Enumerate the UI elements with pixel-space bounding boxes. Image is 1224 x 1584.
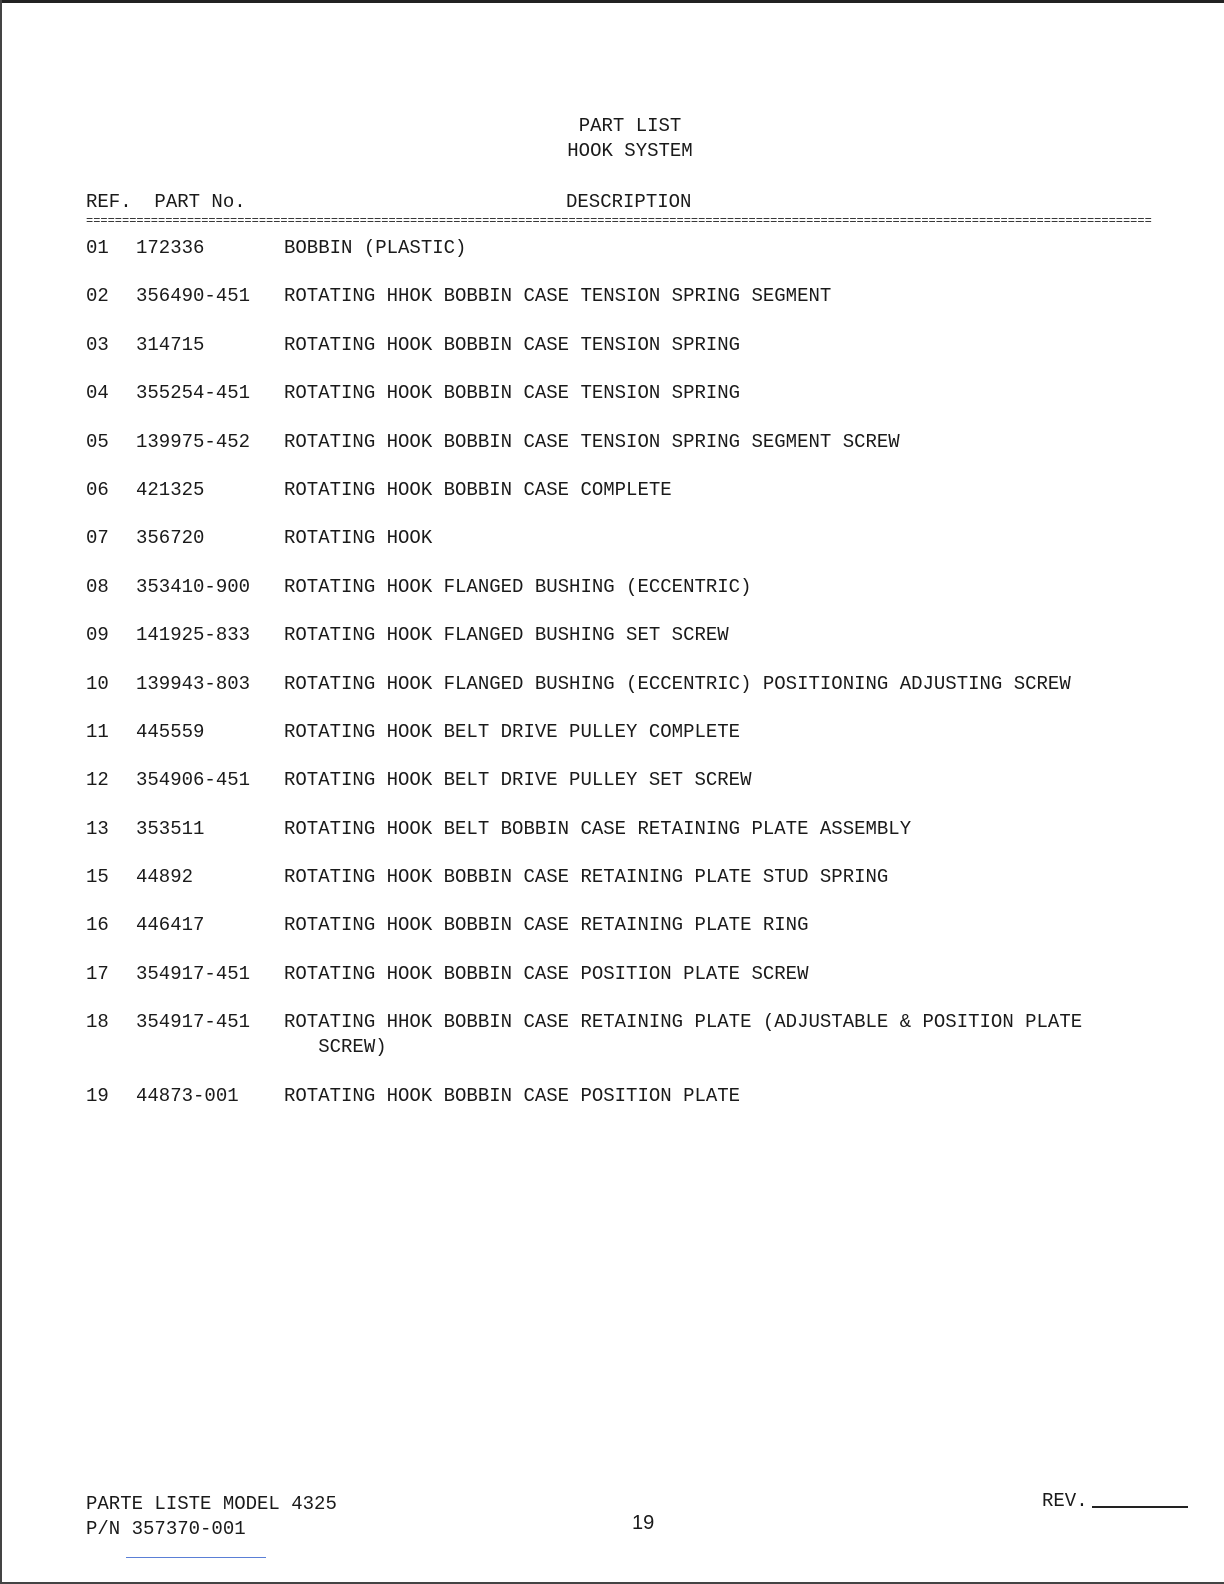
table-row bbox=[86, 817, 1186, 842]
table-row bbox=[86, 962, 1186, 987]
part-description: ROTATING HOOK bbox=[284, 527, 433, 550]
title-line-1: PART LIST bbox=[578, 115, 682, 137]
ref-number: 02 bbox=[86, 285, 109, 308]
document-title bbox=[0, 114, 1224, 164]
ref-number: 12 bbox=[86, 769, 109, 792]
footer-model: PARTE LISTE MODEL 4325 bbox=[86, 1493, 337, 1515]
table-row bbox=[86, 526, 1186, 551]
table-row bbox=[86, 575, 1186, 600]
table-row bbox=[86, 333, 1186, 358]
table-row bbox=[86, 768, 1186, 793]
part-number: 421325 bbox=[136, 478, 205, 501]
ref-number: 18 bbox=[86, 1011, 109, 1034]
table-row bbox=[86, 1084, 1186, 1109]
title-line-2: HOOK SYSTEM bbox=[567, 140, 693, 162]
ref-number: 01 bbox=[86, 237, 109, 259]
part-description: ROTATING HOOK BOBBIN CASE POSITION PLATE SCREW bbox=[284, 962, 809, 985]
ref-number: 07 bbox=[86, 527, 109, 550]
ref-number: 04 bbox=[86, 382, 109, 405]
part-number: 356720 bbox=[136, 527, 205, 550]
part-number: 139975-452 bbox=[136, 430, 251, 453]
ref-number: 11 bbox=[86, 720, 109, 743]
header-separator: ==================================================================================================================================================== bbox=[86, 214, 1152, 228]
column-header-ref-part: REF. PART No. bbox=[86, 191, 246, 213]
table-row bbox=[86, 478, 1186, 503]
part-number: 44892 bbox=[136, 866, 194, 889]
part-number: 314715 bbox=[136, 333, 205, 356]
part-description: ROTATING HOOK BOBBIN CASE TENSION SPRING bbox=[284, 333, 741, 356]
ref-number: 05 bbox=[86, 430, 109, 453]
part-description: ROTATING HOOK BOBBIN CASE POSITION PLATE bbox=[284, 1084, 741, 1107]
revision-blank-line bbox=[1092, 1506, 1188, 1508]
part-description: ROTATING HHOK BOBBIN CASE TENSION SPRING SEGMENT bbox=[284, 285, 832, 308]
part-description: ROTATING HOOK FLANGED BUSHING (ECCENTRIC) POSITIONING ADJUSTING SCREW bbox=[284, 672, 1071, 695]
left-border bbox=[0, 0, 2, 1584]
part-description: ROTATING HOOK BOBBIN CASE TENSION SPRING SEGMENT SCREW bbox=[284, 430, 900, 453]
ref-number: 06 bbox=[86, 478, 109, 501]
part-number: 354917-451 bbox=[136, 1011, 251, 1034]
part-description: ROTATING HOOK BOBBIN CASE RETAINING PLATE RING bbox=[284, 914, 809, 937]
table-row bbox=[86, 672, 1186, 697]
ref-number: 19 bbox=[86, 1084, 109, 1107]
footer-identification bbox=[86, 1492, 337, 1542]
part-number: 353511 bbox=[136, 817, 205, 840]
table-row bbox=[86, 720, 1186, 745]
column-header-description: DESCRIPTION bbox=[566, 191, 692, 213]
part-description: ROTATING HOOK BELT BOBBIN CASE RETAINING PLATE ASSEMBLY bbox=[284, 817, 912, 840]
ref-number: 09 bbox=[86, 624, 109, 647]
ref-number: 13 bbox=[86, 817, 109, 840]
part-number: 354906-451 bbox=[136, 769, 251, 792]
part-number: 354917-451 bbox=[136, 962, 251, 985]
part-number: 356490-451 bbox=[136, 285, 251, 308]
revision-label: REV. bbox=[1042, 1490, 1088, 1512]
table-row bbox=[86, 284, 1186, 309]
part-description: ROTATING HOOK BELT DRIVE PULLEY SET SCREW bbox=[284, 769, 752, 792]
part-description: ROTATING HOOK BOBBIN CASE COMPLETE bbox=[284, 478, 672, 501]
part-description: ROTATING HOOK BELT DRIVE PULLEY COMPLETE bbox=[284, 720, 741, 743]
ref-number: 17 bbox=[86, 962, 109, 985]
ref-number: 10 bbox=[86, 672, 109, 695]
table-row bbox=[86, 913, 1186, 938]
part-number: 172336 bbox=[136, 237, 205, 259]
top-border bbox=[0, 0, 1224, 3]
part-number: 353410-900 bbox=[136, 575, 251, 598]
part-description: ROTATING HOOK BOBBIN CASE TENSION SPRING bbox=[284, 382, 741, 405]
parts-table bbox=[86, 236, 1186, 1132]
part-description: ROTATING HHOK BOBBIN CASE RETAINING PLATE (ADJUSTABLE & POSITION PLATE SCREW) bbox=[284, 1011, 1083, 1059]
part-number: 44873-001 bbox=[136, 1084, 239, 1107]
footer-blue-line bbox=[126, 1557, 266, 1558]
table-row bbox=[86, 381, 1186, 406]
table-row bbox=[86, 430, 1186, 455]
ref-number: 03 bbox=[86, 333, 109, 356]
part-number: 445559 bbox=[136, 720, 205, 743]
page-number: 19 bbox=[632, 1512, 655, 1534]
footer-part-number: P/N 357370-001 bbox=[86, 1518, 246, 1540]
part-number: 355254-451 bbox=[136, 382, 251, 405]
ref-number: 15 bbox=[86, 866, 109, 889]
part-description: ROTATING HOOK FLANGED BUSHING SET SCREW bbox=[284, 624, 729, 647]
part-number: 446417 bbox=[136, 914, 205, 937]
table-row bbox=[86, 1010, 1186, 1060]
part-number: 139943-803 bbox=[136, 672, 251, 695]
table-row bbox=[86, 865, 1186, 890]
part-number: 141925-833 bbox=[136, 624, 251, 647]
table-row bbox=[86, 236, 1186, 261]
part-description: ROTATING HOOK FLANGED BUSHING (ECCENTRIC) bbox=[284, 575, 752, 598]
part-description: ROTATING HOOK BOBBIN CASE RETAINING PLATE STUD SPRING bbox=[284, 866, 889, 889]
table-row bbox=[86, 623, 1186, 648]
ref-number: 08 bbox=[86, 575, 109, 598]
ref-number: 16 bbox=[86, 914, 109, 937]
part-description: BOBBIN (PLASTIC) bbox=[284, 237, 467, 259]
revision-field bbox=[1042, 1490, 1188, 1512]
